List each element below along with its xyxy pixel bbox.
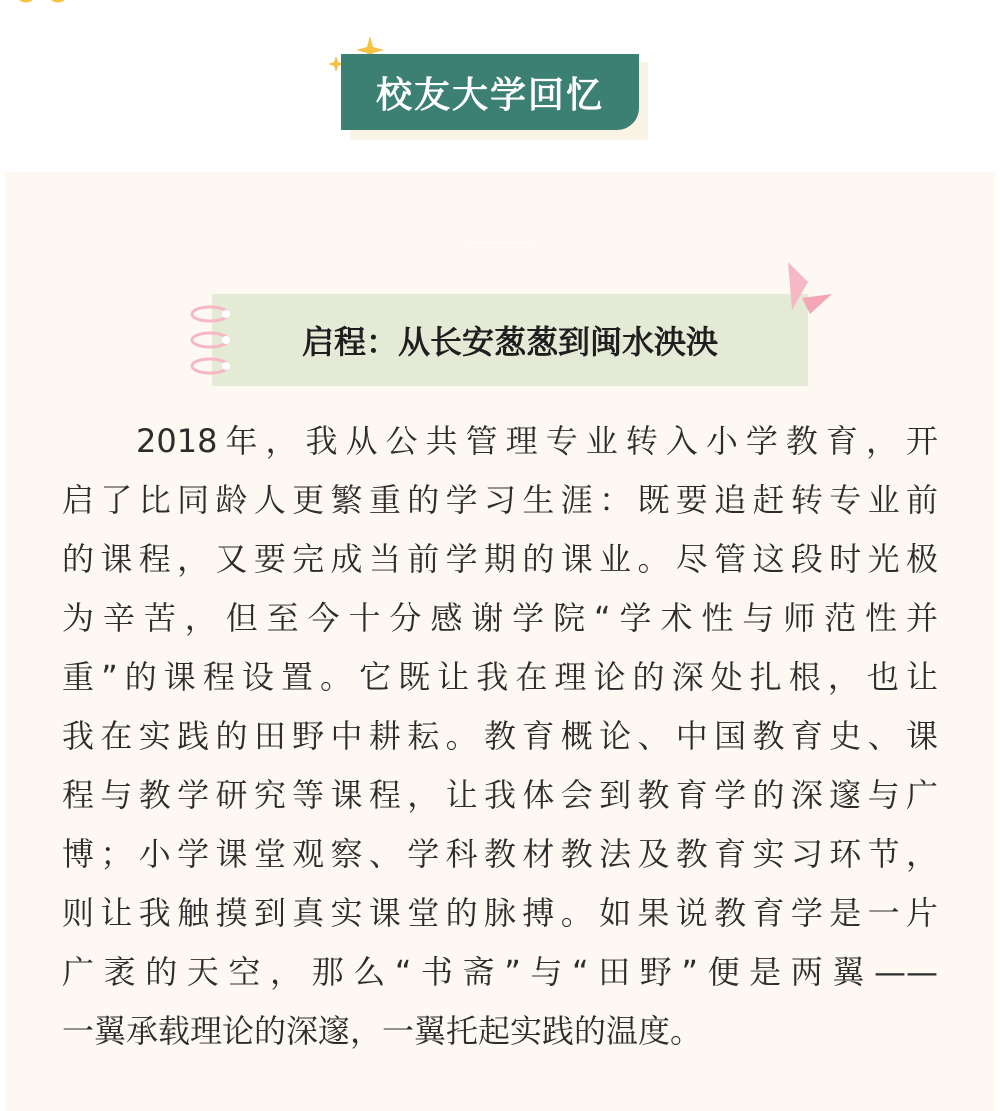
article-line: 为辛苦，但至今十分感谢学院“学术性与师范性并 bbox=[62, 599, 938, 637]
section-title: 启程：从长安葱葱到闽水泱泱 bbox=[301, 323, 718, 361]
corner-dots-icon bbox=[14, 0, 74, 4]
divider-line bbox=[467, 242, 533, 243]
article-body bbox=[62, 412, 942, 1061]
title-banner bbox=[341, 54, 639, 130]
article-line: 广袤的天空，那么“书斋”与“田野”便是两翼—— bbox=[62, 953, 938, 991]
article-line: 重”的课程设置。它既让我在理论的深处扎根，也让 bbox=[62, 658, 938, 696]
banner-title: 校友大学回忆 bbox=[375, 74, 604, 116]
article-line: 博；小学课堂观察、学科教材教法及教育实习环节， bbox=[62, 835, 938, 873]
article-line: 我在实践的田野中耕耘。教育概论、中国教育史、课 bbox=[62, 717, 938, 755]
article-line: 2018年，我从公共管理专业转入小学教育，开 bbox=[136, 422, 938, 460]
article-line: 启了比同龄人更繁重的学习生涯：既要追赶转专业前 bbox=[62, 481, 938, 519]
article-line: 程与教学研究等课程，让我体会到教育学的深邃与广 bbox=[62, 776, 938, 814]
article-line: 的课程，又要完成当前学期的课业。尽管这段时光极 bbox=[62, 540, 938, 578]
article-line: 则让我触摸到真实课堂的脉搏。如果说教育学是一片 bbox=[62, 894, 938, 932]
article-line: 一翼承载理论的深邃，一翼托起实践的温度。 bbox=[62, 1012, 703, 1050]
